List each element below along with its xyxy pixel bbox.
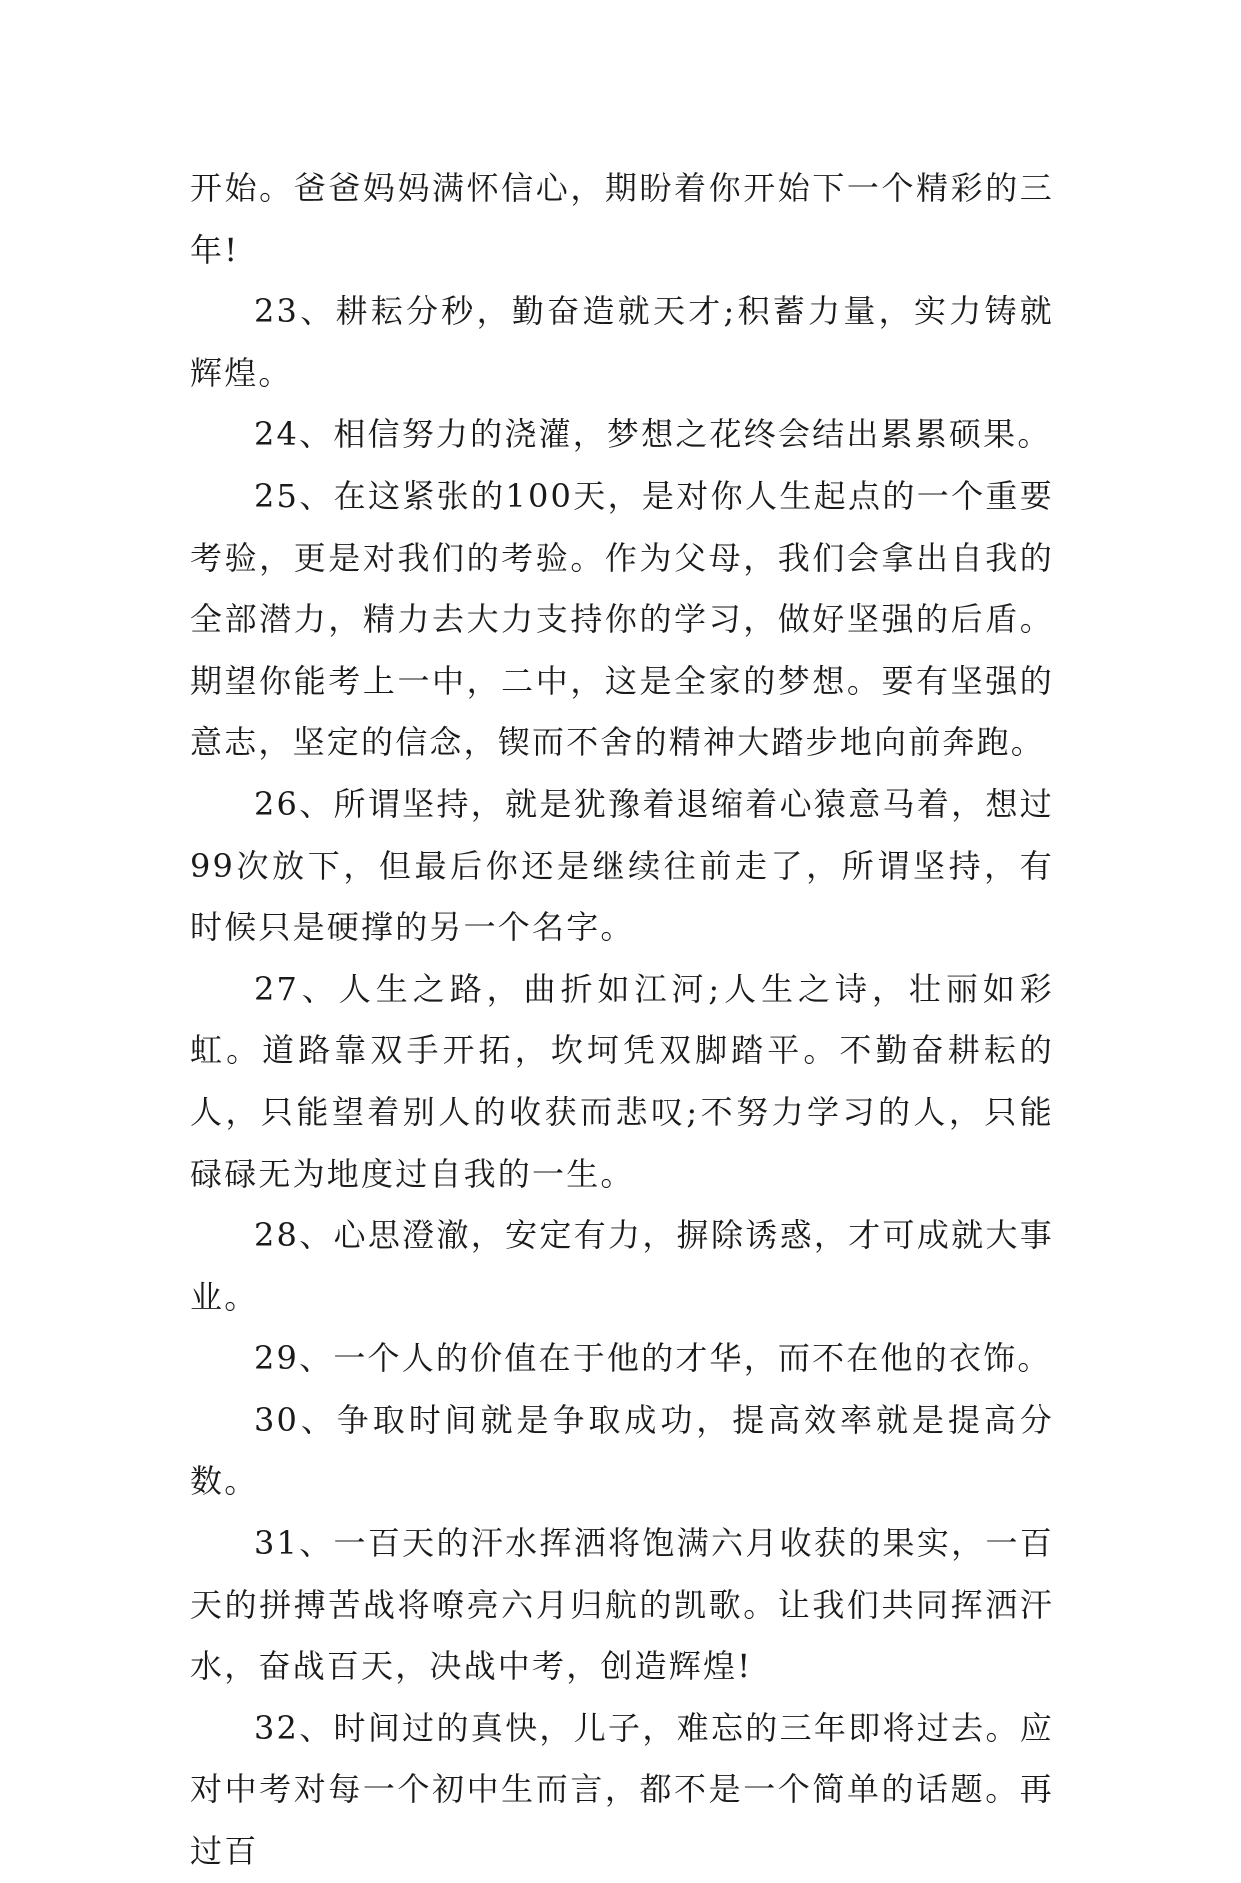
paragraph-continuation: 开始。爸爸妈妈满怀信心，期盼着你开始下一个精彩的三年!: [190, 169, 1054, 269]
paragraph-25: 25、在这紧张的100天，是对你人生起点的一个重要考验，更是对我们的考验。作为父母，我们会拿出自我的全部潜力，精力去大力支持你的学习，做好坚强的后盾。期望你能考上一中，二中，这是全家的梦想。要有坚强的意志，坚定的信念，锲而不舍的精神大踏步地向前奔跑。: [190, 476, 1054, 762]
paragraph-31: 31、一百天的汗水挥洒将饱满六月收获的果实，一百天的拼搏苦战将嘹亮六月归航的凯歌。让我们共同挥洒汗水，奋战百天，决战中考，创造辉煌!: [190, 1524, 1054, 1686]
paragraph-29: 29、一个人的价值在于他的才华，而不在他的衣饰。: [254, 1339, 1052, 1378]
paragraph-30: 30、争取时间就是争取成功，提高效率就是提高分数。: [190, 1400, 1054, 1501]
paragraph-24: 24、相信努力的浇灌，梦想之花终会结出累累硕果。: [254, 415, 1052, 454]
paragraph-28: 28、心思澄澈，安定有力，摒除诱惑，才可成就大事业。: [190, 1216, 1054, 1316]
document-body: [190, 158, 1054, 1883]
paragraph-27: 27、人生之路，曲折如江河;人生之诗，壮丽如彩虹。道路靠双手开拓，坎坷凭双脚踏平。不勤奋耕耘的人，只能望着别人的收获而悲叹;不努力学习的人，只能碌碌无为地度过自我的一生。: [190, 969, 1054, 1193]
paragraph-23: 23、耕耘分秒，勤奋造就天才;积蓄力量，实力铸就辉煌。: [190, 292, 1054, 392]
paragraph-32: 32、时间过的真快，儿子，难忘的三年即将过去。应对中考对每一个初中生而言，都不是一个简单的话题。再过百: [190, 1708, 1054, 1871]
paragraph-26: 26、所谓坚持，就是犹豫着退缩着心猿意马着，想过99次放下，但最后你还是继续往前走了，所谓坚持，有时候只是硬撑的另一个名字。: [190, 784, 1054, 947]
